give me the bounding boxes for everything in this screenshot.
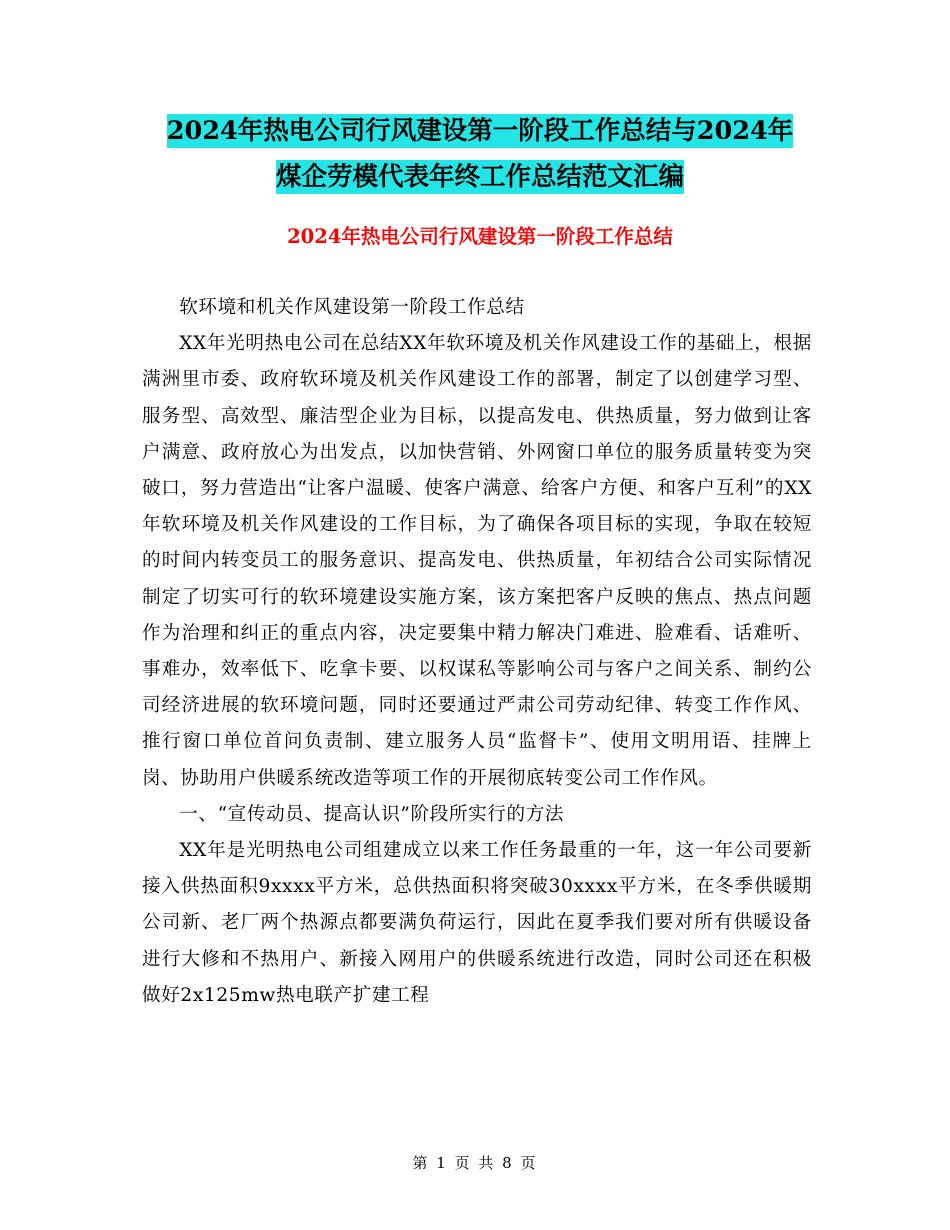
document-body xyxy=(142,290,812,1014)
paragraph: XX年是光明热电公司组建成立以来工作任务最重的一年，这一年公司要新接入供热面积9xxxx平方米，总供热面积将突破30xxxx平方米，在冬季供暖期公司新、老厂两个热源点都要满负荷运行，因此在夏季我们要对所有供暖设备进行大修和不热用户、新接入网用户的供暖系统进行改造，同时公司还在积极做好2x125mw热电联产扩建工程 xyxy=(142,840,812,1006)
paragraph: XX年光明热电公司在总结XX年软环境及机关作风建设工作的基础上，根据满洲里市委、政府软环境及机关作风建设工作的部署，制定了以创建学习型、服务型、高效型、廉洁型企业为目标，以提高发电、供热质量，努力做到让客户满意、政府放心为出发点，以加快营销、外网窗口单位的服务质量转变为突破口，努力营造出“让客户温暖、使客户满意、给客户方便、和客户互利”的XX年软环境及机关作风建设的工作目标，为了确保各项目标的实现，争取在较短的时间内转变员工的服务意识、提高发电、供热质量，年初结合公司实际情况制定了切实可行的软环境建设实施方案，该方案把客户反映的焦点、热点问题作为治理和纠正的重点内容，决定要集中精力解决门难进、脸难看、话难听、事难办，效率低下、吃拿卡要、以权谋私等影响公司与客户之间关系、制约公司经济进展的软环境问题，同时还要通过严肃公司劳动纪律、转变工作作风、推行窗口单位首问负责制、建立服务人员“监督卡”、使用文明用语、挂牌上岗、协助用户供暖系统改造等项工作的开展彻底转变公司工作作风。 xyxy=(142,333,812,789)
paragraph-subtitle: 软环境和机关作风建设第一阶段工作总结 xyxy=(179,297,525,318)
document-title xyxy=(140,108,820,200)
page-footer: 第 1 页 共 8 页 xyxy=(412,1154,538,1172)
paragraph-heading: 一、“宣传动员、提高认识”阶段所实行的方法 xyxy=(179,803,565,825)
document-title-line-1: 2024年热电公司行风建设第一阶段工作总结与2024年 xyxy=(166,116,794,146)
section-title: 2024年热电公司行风建设第一阶段工作总结 xyxy=(287,225,673,248)
document-title-line-2: 煤企劳模代表年终工作总结范文汇编 xyxy=(275,162,684,192)
